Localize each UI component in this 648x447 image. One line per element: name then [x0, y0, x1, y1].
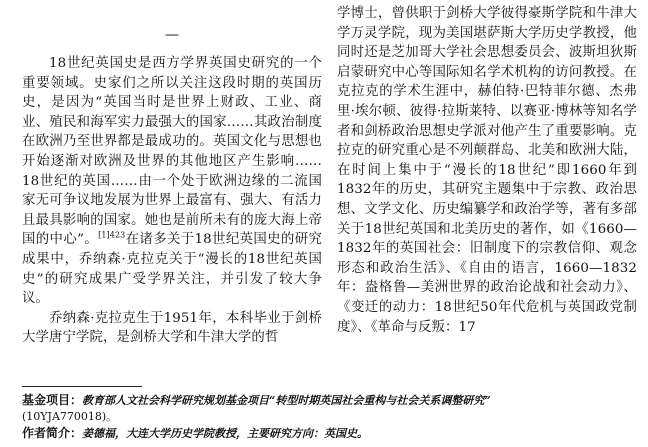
- fund-code-line: [22, 409, 638, 425]
- body-paragraph-2: 乔纳森·克拉克生于1951年，本科毕业于剑桥大学唐宁学院，是剑桥大学和牛津大学的哲: [22, 310, 322, 346]
- paragraph-1-tail: 在诸多关于18世纪英国史的研究成果中，乔纳森·克拉克关于“漫长的18世纪英国史”的研究成果广受学界关注，并引发了较大争议。: [22, 232, 322, 307]
- fund-label: 基金项目：: [22, 393, 83, 407]
- body-paragraph-continued: 学博士，曾供职于剑桥大学彼得豪斯学院和牛津大学万灵学院，现为美国堪萨斯大学历史学教授，他同时还是芝加哥大学社会思想委员会、波斯坦狄斯启蒙研究中心等国际知名学术机构的访问教授。在克拉克的学术生涯中，赫伯特·巴特菲尔德、杰弗里·埃尔顿、彼得·拉斯莱特、以赛亚·博林等知名学者和剑桥政治思想史学派对他产生了重要影响。克拉克的研究重心是不列颠群岛、北美和欧洲大陆，在时间上集中于“漫长的18世纪”即1660年到1832年的历史，其研究主题集中于宗教、政治思想、文学文化、历史编纂学和政治学等，著有多部关于18世纪英国和北美历史的著作，如《1660—1832年的英国社会：旧制度下的宗教信仰、观念形态和政治生活》、《自由的语言，1660—1832年：盎格鲁—美洲世界的政治论战和社会动力》、《变迁的动力：18世纪50年代危机与英国政党制度》、《革命与反叛：17: [337, 6, 637, 335]
- right-column: [337, 4, 637, 337]
- left-column: [22, 4, 322, 348]
- author-note: [22, 425, 638, 442]
- footnotes: [22, 392, 638, 442]
- author-text: 姜德福，大连大学历史学院教授，主要研究方向：英国史。: [82, 427, 369, 440]
- footnote-rule: [22, 386, 142, 387]
- fund-code: (10YJA770018)。: [22, 410, 118, 423]
- fund-note: [22, 392, 638, 409]
- section-divider: —: [164, 27, 180, 43]
- paragraph-1-text: 18世纪英国史是西方学界英国史研究的一个重要领域。史家们之所以关注这段时期的英国历史，是因为“英国当时是世界上财政、工业、商业、殖民和海军实力最强大的国家……其政治制度在欧洲乃至世界都是最成功的。英国文化与思想也开始逐渐对欧洲及世界的其他地区产生影响……18世纪的英国……由一个处于欧洲边缘的二流国家无可争议地发展为世界上最富有、强大、有活力且最具影响的国家。她也是前所未有的庞大海上帝国的中心”。: [22, 56, 322, 248]
- fund-text: 教育部人文社会科学研究规划基金项目“转型时期英国社会重构与社会关系调整研究”: [82, 394, 491, 407]
- author-label: 作者简介：: [22, 426, 83, 440]
- body-paragraph-1: [22, 54, 322, 309]
- citation-marker: [1]423: [98, 230, 126, 240]
